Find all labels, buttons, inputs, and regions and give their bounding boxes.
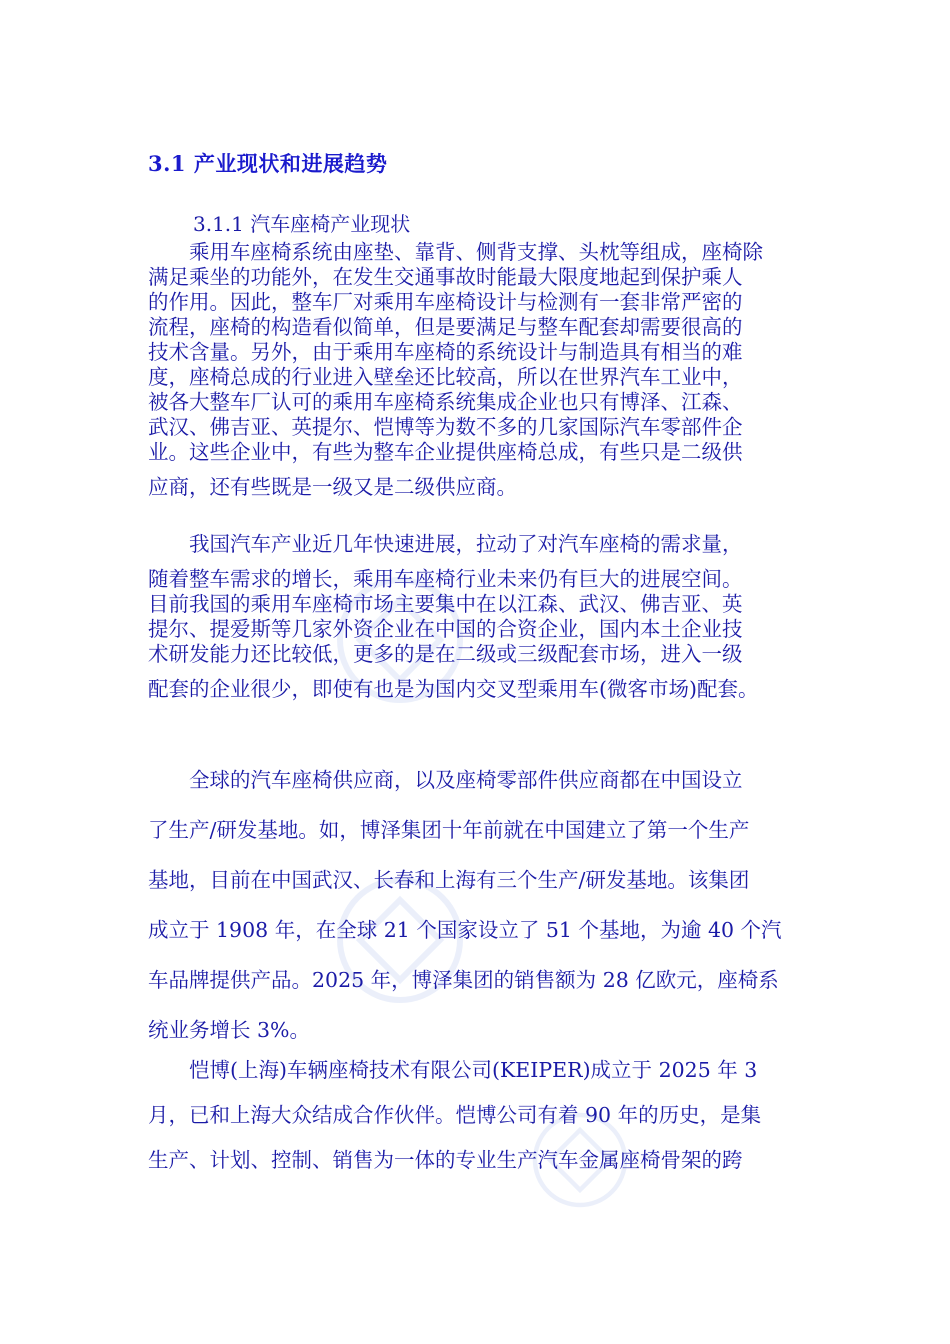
text-line: 被各大整车厂认可的乘用车座椅系统集成企业也只有博泽、江森、 bbox=[148, 390, 743, 414]
text-line: 我国汽车产业近几年快速进展，拉动了对汽车座椅的需求量， bbox=[148, 532, 743, 556]
text-line: 成立于 1908 年，在全球 21 个国家设立了 51 个基地，为逾 40 个汽 bbox=[148, 918, 782, 942]
text-line: 乘用车座椅系统由座垫、靠背、侧背支撑、头枕等组成，座椅除 bbox=[148, 240, 763, 264]
text-line: 应商，还有些既是一级又是二级供应商。 bbox=[148, 475, 517, 499]
text-line: 武汉、佛吉亚、英提尔、恺博等为数不多的几家国际汽车零部件企 bbox=[148, 415, 743, 439]
paragraph-4 bbox=[148, 1053, 838, 1188]
text-line: 度，座椅总成的行业进入壁垒还比较高，所以在世界汽车工业中， bbox=[148, 365, 743, 389]
text-line: 统业务增长 3%。 bbox=[148, 1018, 311, 1042]
text-line: 恺博(上海)车辆座椅技术有限公司(KEIPER)成立于 2025 年 3 bbox=[148, 1058, 758, 1082]
text-line: 月，已和上海大众结成合作伙伴。恺博公司有着 90 年的历史，是集 bbox=[148, 1103, 762, 1127]
text-line: 车品牌提供产品。2025 年，博泽集团的销售额为 28 亿欧元，座椅系 bbox=[148, 968, 779, 992]
text-line: 生产、计划、控制、销售为一体的专业生产汽车金属座椅骨架的跨 bbox=[148, 1148, 743, 1172]
text-line: 全球的汽车座椅供应商，以及座椅零部件供应商都在中国设立 bbox=[148, 768, 743, 792]
text-line: 提尔、提爱斯等几家外资企业在中国的合资企业，国内本土企业技 bbox=[148, 617, 743, 641]
text-line: 流程，座椅的构造看似简单，但是要满足与整车配套却需要很高的 bbox=[148, 315, 743, 339]
paragraph-2 bbox=[148, 532, 838, 702]
paragraph-1 bbox=[148, 240, 838, 500]
text-line: 技术含量。另外，由于乘用车座椅的系统设计与制造具有相当的难 bbox=[148, 340, 743, 364]
text-line: 目前我国的乘用车座椅市场主要集中在以江森、武汉、佛吉亚、英 bbox=[148, 592, 743, 616]
text-line: 术研发能力还比较低，更多的是在二级或三级配套市场，进入一级 bbox=[148, 642, 743, 666]
section-heading: 3.1 产业现状和进展趋势 bbox=[148, 151, 388, 176]
text-line: 随着整车需求的增长，乘用车座椅行业未来仍有巨大的进展空间。 bbox=[148, 567, 743, 591]
text-line: 满足乘坐的功能外，在发生交通事故时能最大限度地起到保护乘人 bbox=[148, 265, 743, 289]
text-line: 业。这些企业中，有些为整车企业提供座椅总成，有些只是二级供 bbox=[148, 440, 743, 464]
subsection-heading: 3.1.1 汽车座椅产业现状 bbox=[193, 212, 411, 236]
paragraph-3 bbox=[148, 763, 838, 1063]
text-line: 的作用。因此，整车厂对乘用车座椅设计与检测有一套非常严密的 bbox=[148, 290, 743, 314]
text-line: 基地，目前在中国武汉、长春和上海有三个生产/研发基地。该集团 bbox=[148, 868, 750, 892]
text-line: 了生产/研发基地。如，博泽集团十年前就在中国建立了第一个生产 bbox=[148, 818, 750, 842]
text-line: 配套的企业很少，即使有也是为国内交叉型乘用车(微客市场)配套。 bbox=[148, 677, 759, 701]
